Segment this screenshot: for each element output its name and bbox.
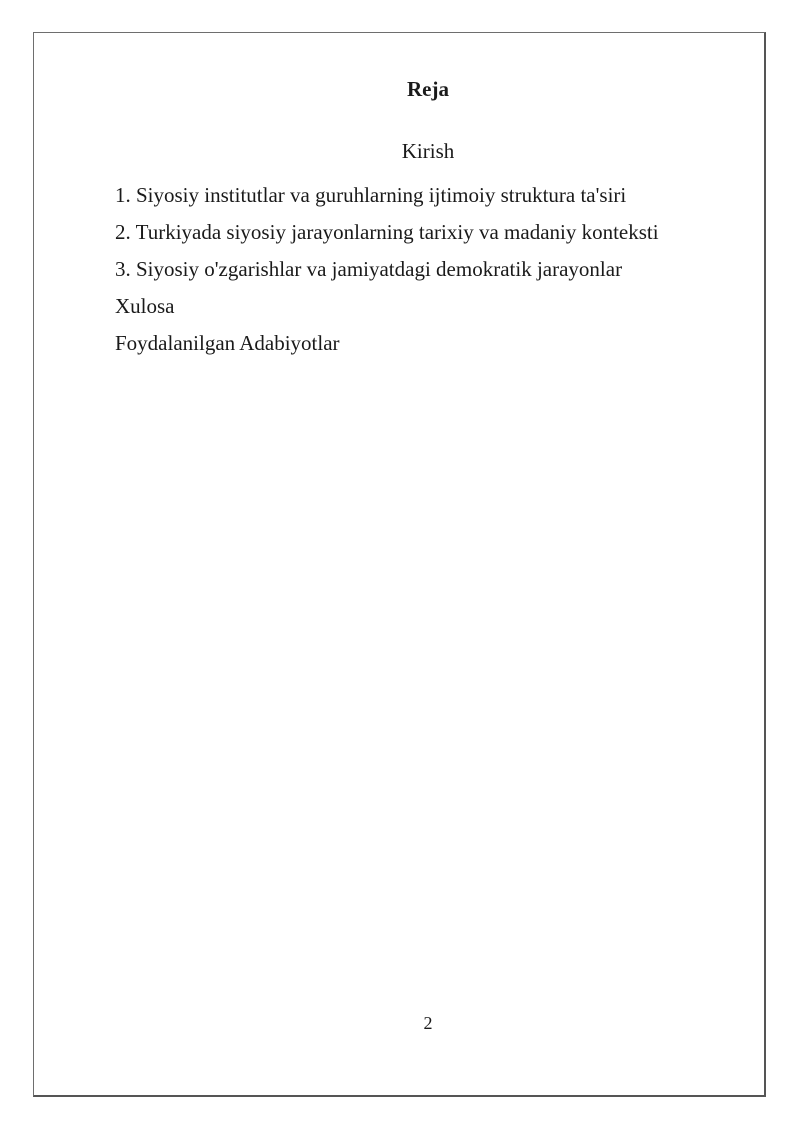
toc-item: Xulosa: [115, 294, 175, 318]
toc-item: Foydalanilgan Adabiyotlar: [115, 331, 340, 355]
intro-heading: Kirish: [401, 139, 455, 163]
page-number: 2: [423, 1013, 433, 1033]
document-page: [33, 32, 766, 1097]
toc-item: 3. Siyosiy o'zgarishlar va jamiyatdagi demokratik jarayonlar: [115, 257, 623, 281]
toc-item: 2. Turkiyada siyosiy jarayonlarning tarixiy va madaniy konteksti: [115, 220, 659, 244]
toc-item: 1. Siyosiy institutlar va guruhlarning ijtimoiy struktura ta'siri: [115, 183, 627, 207]
table-of-contents: [115, 181, 659, 366]
page-title: Reja: [407, 77, 449, 101]
